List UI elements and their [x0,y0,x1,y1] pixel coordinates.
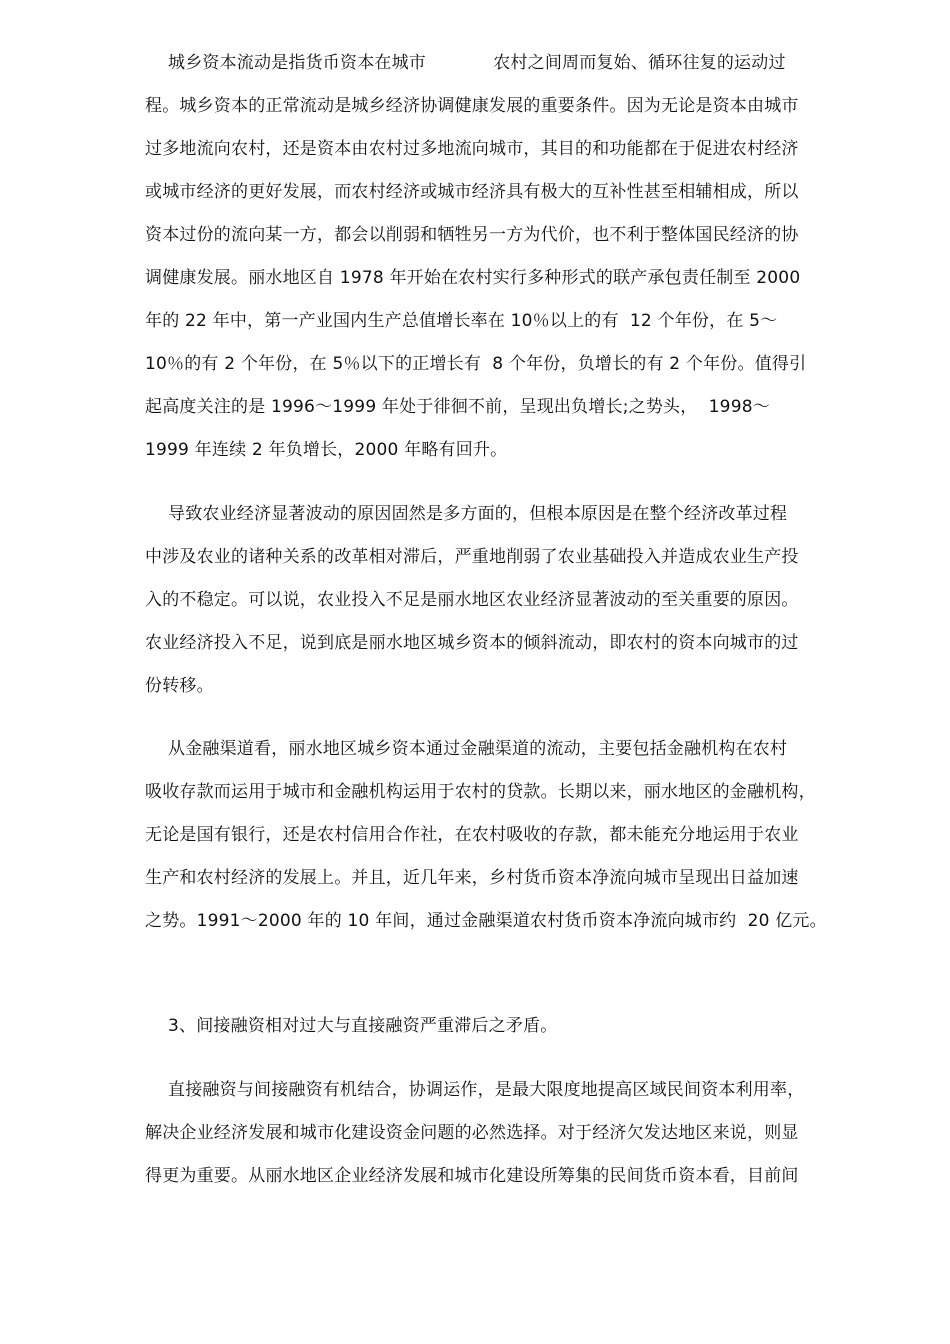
paragraph-2-line: 份转移。 [145,676,214,696]
paragraph-1-line: 程。城乡资本的正常流动是城乡经济协调健康发展的重要条件。因为无论是资本由城市 [145,96,799,116]
paragraph-1-line: 资本过份的流向某一方，都会以削弱和牺牲另一方为代价，也不利于整体国民经济的协 [145,225,799,245]
paragraph-2-line: 农业经济投入不足，说到底是丽水地区城乡资本的倾斜流动，即农村的资本向城市的过 [145,633,799,653]
paragraph-1-line: 起高度关注的是 1996～1999 年处于徘徊不前，呈现出负增长;之势头， 1998～ [145,397,770,417]
section-heading: 3、间接融资相对过大与直接融资严重滞后之矛盾。 [168,1016,558,1036]
paragraph-4-line: 直接融资与间接融资有机结合，协调运作，是最大限度地提高区域民间资本利用率， [168,1080,805,1100]
paragraph-1-line: 或城市经济的更好发展，而农村经济或城市经济具有极大的互补性甚至相辅相成，所以 [145,182,799,202]
paragraph-1-line: 调健康发展。丽水地区自 1978 年开始在农村实行多种形式的联产承包责任制至 2000 [145,268,801,288]
paragraph-1-line: 过多地流向农村，还是资本由农村过多地流向城市，其目的和功能都在于促进农村经济 [145,139,799,159]
paragraph-1-line: 年的 22 年中，第一产业国内生产总值增长率在 10％以上的有 12 个年份，在 5～ [145,311,778,331]
paragraph-3-line: 无论是国有银行，还是农村信用合作社，在农村吸收的存款，都未能充分地运用于农业 [145,825,799,845]
paragraph-4-line: 解决企业经济发展和城市化建设资金问题的必然选择。对于经济欠发达地区来说，则显 [145,1123,799,1143]
paragraph-3-line: 从金融渠道看，丽水地区城乡资本通过金融渠道的流动，主要包括金融机构在农村 [168,739,788,759]
paragraph-2-line: 导致农业经济显著波动的原因固然是多方面的，但根本原因是在整个经济改革过程 [168,504,788,524]
paragraph-3-line: 之势。1991～2000 年的 10 年间，通过金融渠道农村货币资本净流向城市约 20 亿元。 [145,911,827,931]
paragraph-2-line: 中涉及农业的诸种关系的改革相对滞后，严重地削弱了农业基础投入并造成农业生产投 [145,547,799,567]
paragraph-1-line: 1999 年连续 2 年负增长，2000 年略有回升。 [145,440,508,460]
paragraph-1-line: 城乡资本流动是指货币资本在城市 农村之间周而复始、循环往复的运动过 [168,53,786,73]
paragraph-1-line: 10％的有 2 个年份，在 5％以下的正增长有 8 个年份，负增长的有 2 个年份。值得引 [145,354,807,374]
paragraph-3-line: 生产和农村经济的发展上。并且，近几年来，乡村货币资本净流向城市呈现出日益加速 [145,868,799,888]
paragraph-4-line: 得更为重要。从丽水地区企业经济发展和城市化建设所筹集的民间货币资本看，目前间 [145,1166,799,1186]
paragraph-2-line: 入的不稳定。可以说，农业投入不足是丽水地区农业经济显著波动的至关重要的原因。 [145,590,799,610]
paragraph-3-line: 吸收存款而运用于城市和金融机构运用于农村的贷款。长期以来，丽水地区的金融机构， [145,782,816,802]
